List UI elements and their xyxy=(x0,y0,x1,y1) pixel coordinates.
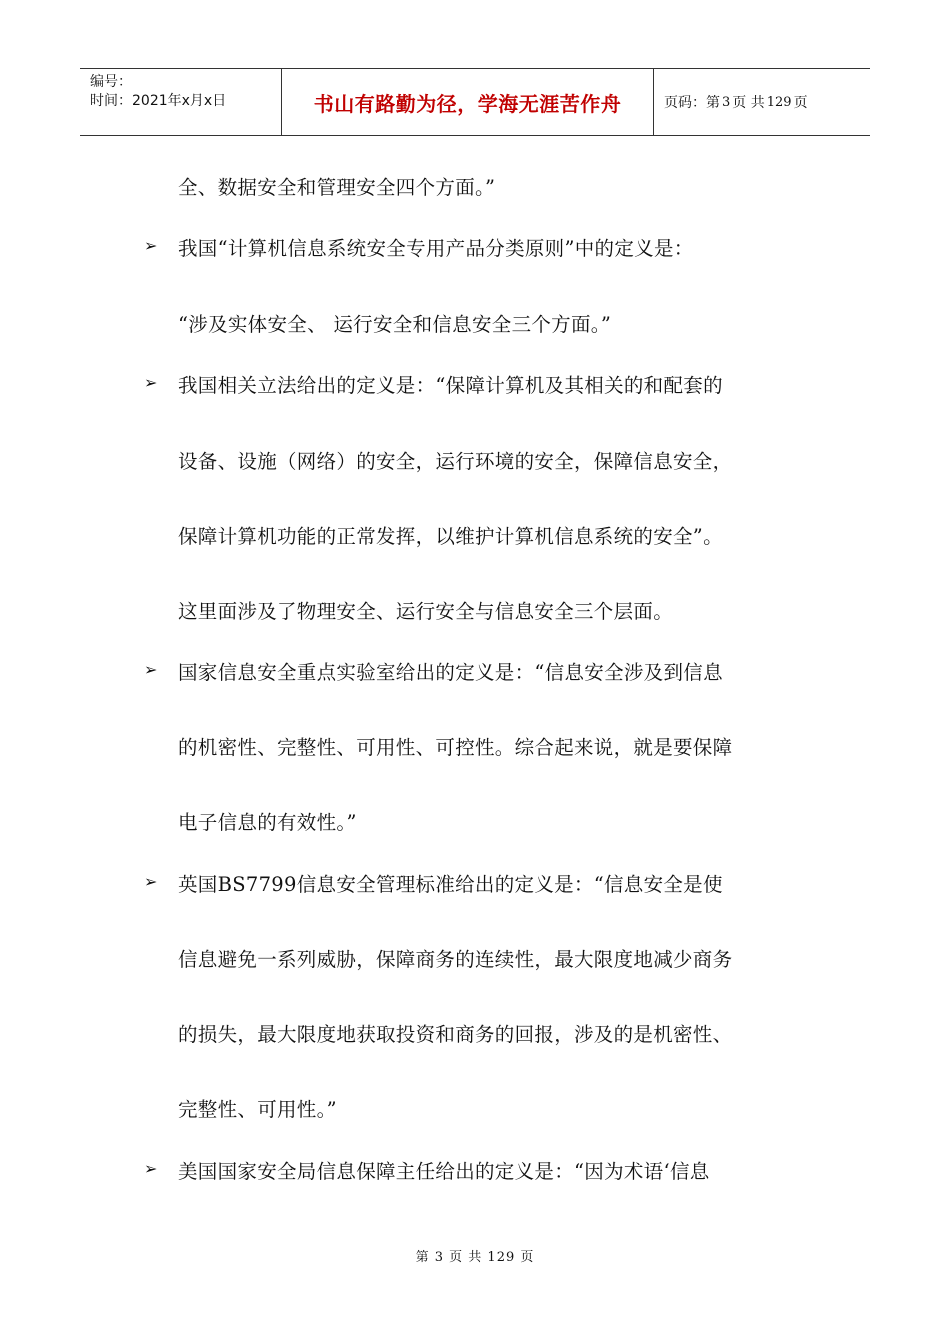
text-line: 全、数据安全和管理安全四个方面。” xyxy=(178,176,496,199)
page-footer: 第 3 页 共 129 页 xyxy=(415,1250,535,1265)
page-mid: 页 共 xyxy=(732,95,765,111)
arrow-bullet-icon: ➢ xyxy=(144,1159,158,1178)
arrow-bullet-icon: ➢ xyxy=(144,872,158,891)
text-line: 的机密性、完整性、可用性、可控性。综合起来说，就是要保障 xyxy=(178,736,733,759)
text-line: 国家信息安全重点实验室给出的定义是：“信息安全涉及到信息 xyxy=(178,661,723,684)
text-line: 保障计算机功能的正常发挥，以维护计算机信息系统的安全”。 xyxy=(178,525,723,548)
page-current: 3 xyxy=(722,94,731,110)
text-line: 美国国家安全局信息保障主任给出的定义是：“因为术语‘信息 xyxy=(178,1160,710,1183)
page-prefix: 页码：第 xyxy=(664,95,720,111)
text-line: 信息避免一系列威胁，保障商务的连续性，最大限度地减少商务 xyxy=(178,948,733,971)
arrow-bullet-icon: ➢ xyxy=(144,373,158,392)
arrow-bullet-icon: ➢ xyxy=(144,236,158,255)
header-motto: 书山有路勤为径，学海无涯苦作舟 xyxy=(282,69,654,135)
text-line: “涉及实体安全、 运行安全和信息安全三个方面。” xyxy=(178,313,612,336)
text-line: 的损失，最大限度地获取投资和商务的回报，涉及的是机密性、 xyxy=(178,1023,733,1046)
page-suffix: 页 xyxy=(793,95,808,111)
header-meta xyxy=(80,69,282,135)
text-line: 我国“计算机信息系统安全专用产品分类原则”中的定义是： xyxy=(178,237,694,260)
page-header xyxy=(80,68,870,136)
arrow-bullet-icon: ➢ xyxy=(144,660,158,679)
header-page-info xyxy=(654,69,870,135)
text-line: 设备、设施（网络）的安全，运行环境的安全，保障信息安全， xyxy=(178,450,733,473)
date-label: 时间：2021年x月x日 xyxy=(90,93,227,109)
text-line: 英国BS7799信息安全管理标准给出的定义是：“信息安全是使 xyxy=(178,873,723,896)
text-line: 这里面涉及了物理安全、运行安全与信息安全三个层面。 xyxy=(178,600,674,623)
text-line: 完整性、可用性。” xyxy=(178,1098,337,1121)
text-line: 我国相关立法给出的定义是：“保障计算机及其相关的和配套的 xyxy=(178,374,723,397)
text-line: 电子信息的有效性。” xyxy=(178,811,357,834)
number-label: 编号： xyxy=(90,74,132,90)
page-total: 129 xyxy=(766,94,792,110)
